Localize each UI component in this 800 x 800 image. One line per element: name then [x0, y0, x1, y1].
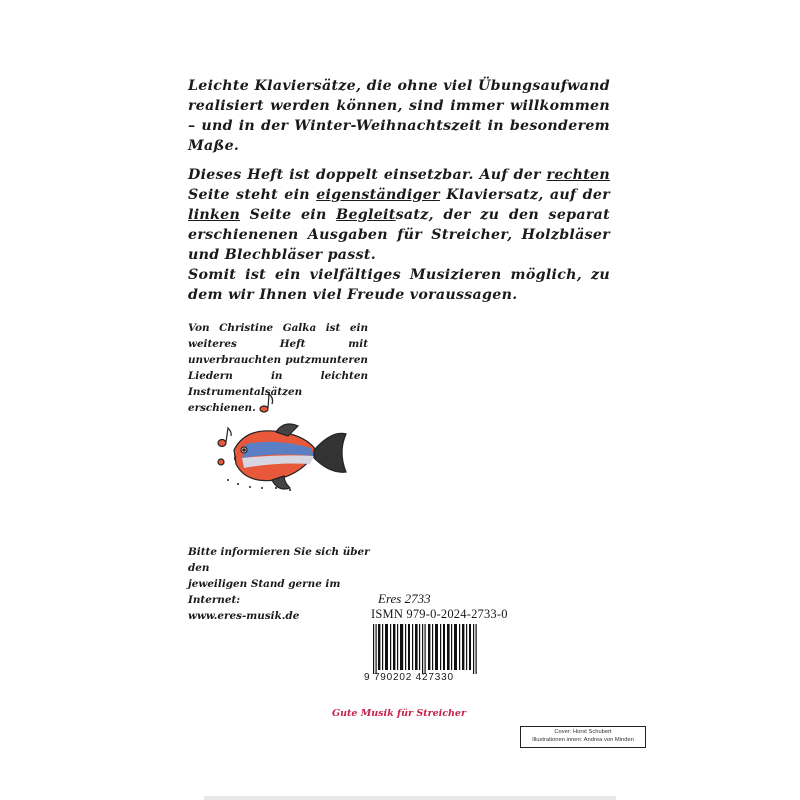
- intro-paragraph-3: Somit ist ein vielfältiges Musizieren möglich, zu dem wir Ihnen viel Freude voraussagen.: [188, 267, 610, 303]
- intro-text: [188, 76, 610, 314]
- intro-p2-text-a: Dieses Heft ist doppelt einsetzbar. Auf der: [188, 167, 547, 183]
- internet-line-1: Bitte informieren Sie sich über den: [188, 546, 370, 574]
- barcode-icon: [370, 624, 480, 674]
- edition-code: Eres 2733: [378, 591, 431, 606]
- illustration-credit: Illustrationen innen: Andrea von Minden: [532, 737, 634, 743]
- intro-p2-text-c: Klaviersatz, auf der: [439, 187, 610, 203]
- internet-line-2: jeweiligen Stand gerne im Internet:: [188, 578, 341, 606]
- barcode-digits: 9 790202 427330: [364, 672, 454, 683]
- intro-p2-text-d: Seite ein: [240, 207, 337, 223]
- underlined-begleit: Begleit: [336, 207, 396, 223]
- intro-paragraph-2: [188, 165, 610, 265]
- underlined-linken: linken: [188, 207, 241, 223]
- credits-box: [520, 726, 646, 748]
- intro-p2-text-b: Seite steht ein: [188, 187, 317, 203]
- other-publication-note: Von Christine Galka ist ein weiteres Heft mit unverbrauchten putzmunteren Liedern in leichten Instrumentalsätzen erschienen.: [188, 322, 368, 414]
- page-bottom-edge: [204, 796, 616, 800]
- cover-credit: Cover: Horst Schubert: [554, 729, 612, 735]
- underlined-rechten: rechten: [546, 167, 610, 183]
- intro-p2-text-e: satz, der zu den separat erschienenen Ausgaben für Streicher, Holzbläser und Blechbläser passt.: [188, 207, 610, 263]
- ismn-number: ISMN 979-0-2024-2733-0: [371, 607, 508, 621]
- internet-note: [188, 544, 383, 624]
- tagline: Gute Musik für Streicher: [332, 708, 466, 719]
- website-link[interactable]: www.eres-musik.de: [188, 610, 300, 622]
- underlined-eigenstaendiger: eigenständiger: [316, 187, 440, 203]
- fish-illustration: [206, 392, 356, 502]
- intro-paragraph-1: Leichte Klaviersätze, die ohne viel Übungsaufwand realisiert werden können, sind immer willkommen – und in der Winter-Weihnachtszeit in besonderem Maße.: [188, 78, 610, 154]
- fish-body: [234, 424, 346, 489]
